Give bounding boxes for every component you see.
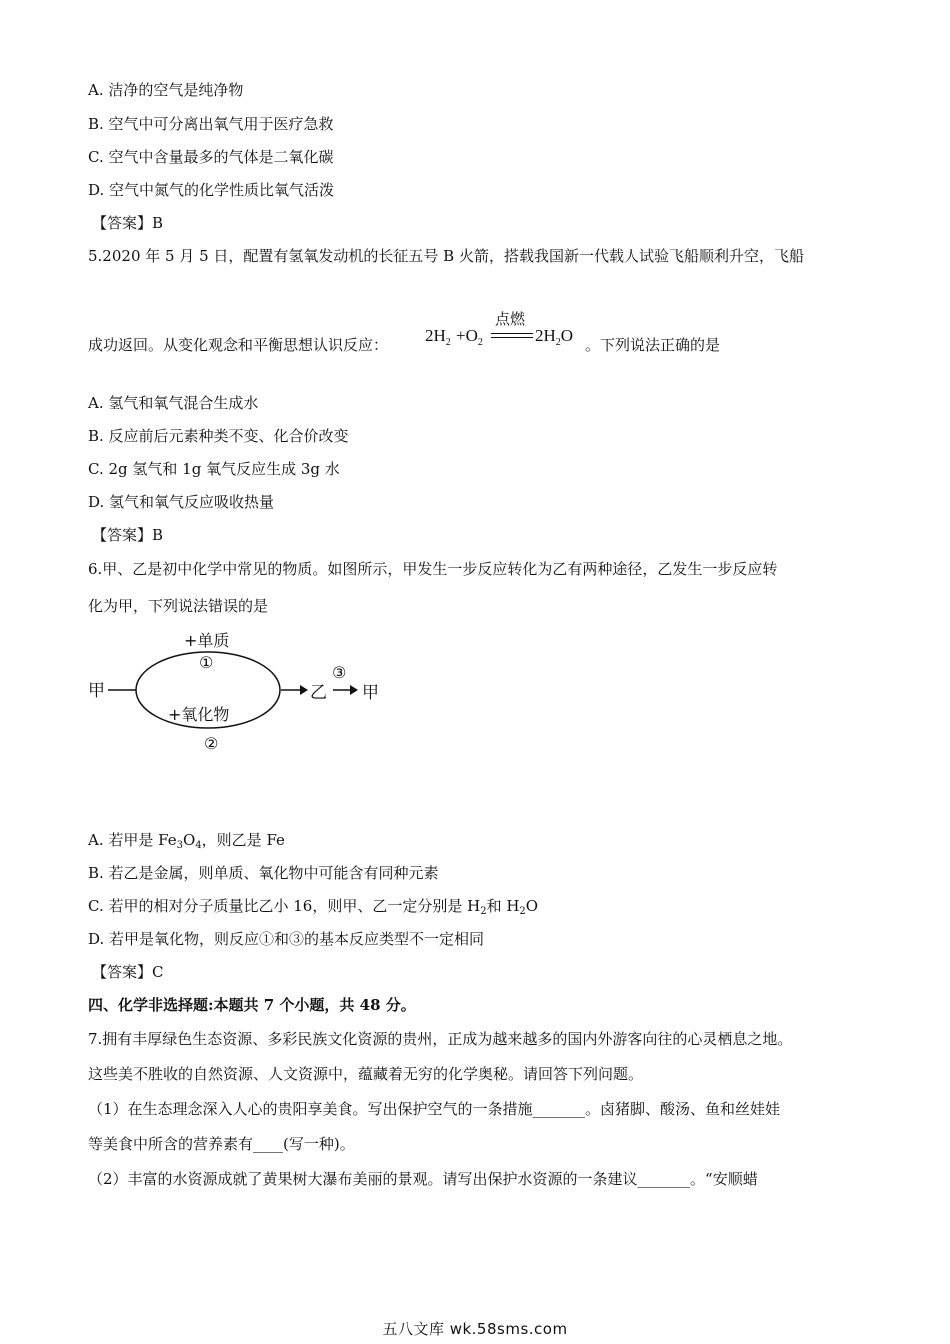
q7-part1-line2: 等美食中所含的营养素有____(写一种)。 bbox=[88, 1135, 355, 1153]
q5-option-c: C. 2g 氢气和 1g 氧气反应生成 3g 水 bbox=[88, 460, 340, 478]
q7-stem-line2: 这些美不胜收的自然资源、人文资源中，蕴藏着无穷的化学奥秘。请回答下列问题。 bbox=[88, 1065, 644, 1083]
q5-option-d: D. 氢气和氧气反应吸收热量 bbox=[88, 493, 275, 511]
q6-answer: 【答案】C bbox=[92, 963, 164, 981]
q4-option-d: D. 空气中氮气的化学性质比氧气活泼 bbox=[88, 181, 335, 199]
diagram-start-label: 甲 bbox=[88, 681, 105, 701]
q6-option-a: A. 若甲是 $Fe_3O_4$，则乙是 Fe bbox=[88, 831, 285, 851]
diagram-top-label: +单质 bbox=[184, 631, 230, 650]
q4-option-b: B. 空气中可分离出氧气用于医疗急救 bbox=[88, 115, 334, 133]
footer-watermark: 五八文库 wk.58sms.com bbox=[382, 1320, 568, 1338]
q6-reaction-diagram bbox=[86, 628, 406, 758]
equation-plus-o2: $+O_2$ bbox=[456, 326, 483, 348]
q4-option-a: A. 洁净的空气是纯净物 bbox=[88, 81, 244, 99]
q4-answer: 【答案】B bbox=[92, 214, 164, 232]
section-heading: 四、化学非选择题:本题共 7 个小题，共 48 分。 bbox=[88, 996, 416, 1014]
diagram-arrow-1-head bbox=[300, 685, 308, 695]
q7-stem-line1: 7.拥有丰厚绿色生态资源、多彩民族文化资源的贵州，正成为越来越多的国内外游客向往的心灵栖息之地。 bbox=[88, 1030, 793, 1048]
q5-equation bbox=[425, 308, 585, 356]
q6-option-c: C. 若甲的相对分子质量比乙小 16，则甲、乙一定分别是 $H_2$和 $H_2O$ bbox=[88, 897, 539, 917]
q5-option-a: A. 氢气和氧气混合生成水 bbox=[88, 394, 259, 412]
equation-left: $2H_2$ bbox=[425, 326, 451, 348]
q7-part2-line1: （2）丰富的水资源成就了黄果树大瀑布美丽的景观。请写出保护水资源的一条建议_______。“安顺蜡 bbox=[88, 1170, 758, 1188]
q7-part1-line1: （1）在生态理念深入人心的贵阳享美食。写出保护空气的一条措施_______。卤猪脚、酸汤、鱼和丝娃娃 bbox=[88, 1100, 781, 1118]
diagram-bottom-number: ② bbox=[204, 734, 219, 753]
equation-condition: 点燃 bbox=[495, 310, 526, 328]
equation-bar-bottom bbox=[491, 337, 533, 338]
diagram-top-number: ① bbox=[199, 653, 214, 672]
diagram-step3-number: ③ bbox=[332, 663, 347, 682]
q6-stem-line2: 化为甲，下列说法错误的是 bbox=[88, 597, 269, 615]
q6-option-b: B. 若乙是金属，则单质、氧化物中可能含有同种元素 bbox=[88, 864, 439, 882]
q5-stem-line2-post: 。下列说法正确的是 bbox=[585, 336, 721, 354]
q5-stem-line2-pre: 成功返回。从变化观念和平衡思想认识反应： bbox=[88, 336, 389, 354]
q5-answer: 【答案】B bbox=[92, 526, 164, 544]
diagram-bottom-label: +氧化物 bbox=[168, 705, 230, 724]
diagram-middle-label: 乙 bbox=[310, 683, 327, 703]
q6-stem-line1: 6.甲、乙是初中化学中常见的物质。如图所示，甲发生一步反应转化为乙有两种途径，乙发生一步反应转 bbox=[88, 560, 778, 578]
q4-option-c: C. 空气中含量最多的气体是二氧化碳 bbox=[88, 148, 334, 166]
q5-stem-line1: 5.2020 年 5 月 5 日，配置有氢氧发动机的长征五号 B 火箭，搭载我国新一代载人试验飞船顺利升空，飞船 bbox=[88, 247, 804, 265]
q5-option-b: B. 反应前后元素种类不变、化合价改变 bbox=[88, 427, 349, 445]
equation-bar-top bbox=[491, 333, 533, 334]
diagram-end-label: 甲 bbox=[362, 683, 379, 703]
diagram-arrow-2-head bbox=[350, 685, 358, 695]
equation-right: $2H_2O$ bbox=[535, 326, 574, 348]
q6-option-d: D. 若甲是氧化物，则反应①和③的基本反应类型不一定相同 bbox=[88, 930, 485, 948]
